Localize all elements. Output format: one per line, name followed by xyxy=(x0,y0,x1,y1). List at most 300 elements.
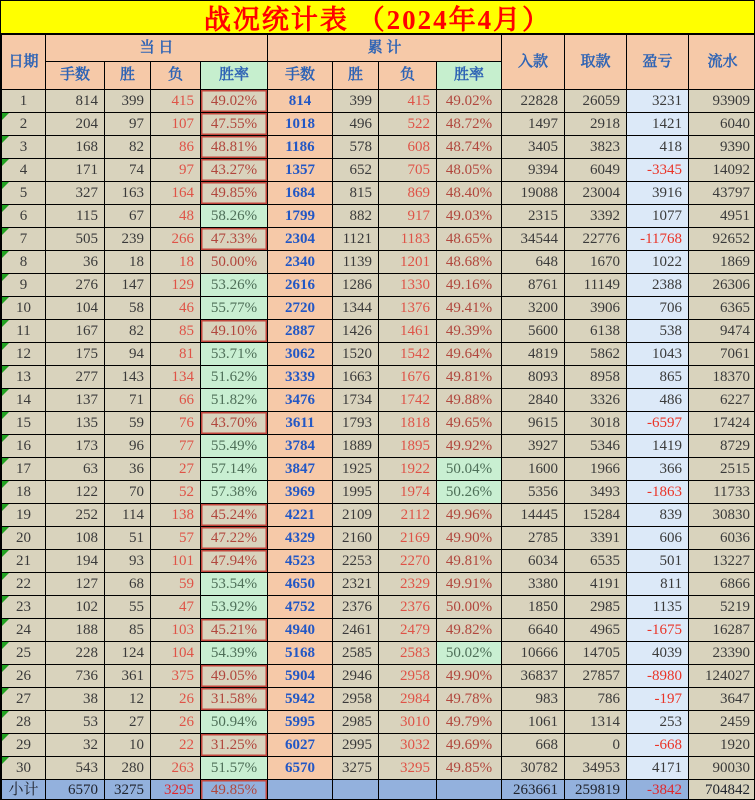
daily-losses-cell[interactable]: 375 xyxy=(151,665,201,688)
deposit-cell[interactable]: 34544 xyxy=(502,228,565,251)
cum-wins-cell[interactable]: 399 xyxy=(333,90,379,113)
cum-wins-cell[interactable]: 2376 xyxy=(333,596,379,619)
daily-wins-cell[interactable]: 94 xyxy=(105,343,151,366)
cum-wins-cell[interactable]: 2585 xyxy=(333,642,379,665)
cum-losses-cell[interactable]: 2958 xyxy=(379,665,437,688)
cum-hands-cell[interactable]: 3969 xyxy=(268,481,333,504)
cum-hands-cell[interactable]: 3611 xyxy=(268,412,333,435)
daily-hands-cell[interactable]: 252 xyxy=(46,504,105,527)
daily-hands-cell[interactable]: 736 xyxy=(46,665,105,688)
cum-hands-cell[interactable]: 5168 xyxy=(268,642,333,665)
daily-hands-cell[interactable]: 38 xyxy=(46,688,105,711)
cum-hands-cell[interactable]: 4523 xyxy=(268,550,333,573)
cum-losses-cell[interactable]: 2270 xyxy=(379,550,437,573)
cum-losses-cell[interactable]: 1330 xyxy=(379,274,437,297)
cum-hands-cell[interactable]: 1357 xyxy=(268,159,333,182)
profit-cell[interactable]: 4171 xyxy=(627,757,689,780)
header-withdraw[interactable]: 取款 xyxy=(565,35,627,90)
daily-hands-cell[interactable]: 167 xyxy=(46,320,105,343)
cum-hands-cell[interactable]: 3476 xyxy=(268,389,333,412)
cum-winrate-cell[interactable]: 49.90% xyxy=(437,527,502,550)
daily-wins-cell[interactable]: 82 xyxy=(105,320,151,343)
daily-hands-cell[interactable]: 127 xyxy=(46,573,105,596)
date-cell[interactable]: 10 xyxy=(2,297,46,320)
deposit-cell[interactable]: 2315 xyxy=(502,205,565,228)
withdraw-cell[interactable]: 259819 xyxy=(565,780,627,800)
daily-wins-cell[interactable]: 96 xyxy=(105,435,151,458)
deposit-cell[interactable]: 9615 xyxy=(502,412,565,435)
deposit-cell[interactable]: 2840 xyxy=(502,389,565,412)
cum-wins-cell[interactable]: 1734 xyxy=(333,389,379,412)
date-cell[interactable]: 25 xyxy=(2,642,46,665)
deposit-cell[interactable]: 1497 xyxy=(502,113,565,136)
daily-losses-cell[interactable]: 164 xyxy=(151,182,201,205)
daily-winrate-cell[interactable]: 49.85% xyxy=(201,780,268,800)
header-profit[interactable]: 盈亏 xyxy=(627,35,689,90)
date-cell[interactable]: 15 xyxy=(2,412,46,435)
withdraw-cell[interactable]: 14705 xyxy=(565,642,627,665)
daily-wins-cell[interactable]: 114 xyxy=(105,504,151,527)
cum-winrate-cell[interactable]: 49.02% xyxy=(437,90,502,113)
cum-hands-cell[interactable]: 2887 xyxy=(268,320,333,343)
cum-hands-cell[interactable]: 3847 xyxy=(268,458,333,481)
date-cell[interactable]: 27 xyxy=(2,688,46,711)
cum-wins-cell[interactable]: 3275 xyxy=(333,757,379,780)
withdraw-cell[interactable]: 3823 xyxy=(565,136,627,159)
daily-losses-cell[interactable]: 47 xyxy=(151,596,201,619)
header-cum-hands[interactable]: 手数 xyxy=(268,62,333,90)
header-turnover[interactable]: 流水 xyxy=(689,35,755,90)
cum-winrate-cell[interactable]: 50.02% xyxy=(437,642,502,665)
cum-winrate-cell[interactable]: 48.65% xyxy=(437,228,502,251)
cum-hands-cell[interactable]: 5904 xyxy=(268,665,333,688)
deposit-cell[interactable]: 36837 xyxy=(502,665,565,688)
daily-wins-cell[interactable]: 82 xyxy=(105,136,151,159)
daily-losses-cell[interactable]: 266 xyxy=(151,228,201,251)
cum-winrate-cell[interactable]: 49.64% xyxy=(437,343,502,366)
daily-losses-cell[interactable]: 66 xyxy=(151,389,201,412)
cum-wins-cell[interactable]: 2321 xyxy=(333,573,379,596)
daily-wins-cell[interactable]: 147 xyxy=(105,274,151,297)
turnover-cell[interactable]: 6227 xyxy=(689,389,755,412)
date-cell[interactable]: 5 xyxy=(2,182,46,205)
withdraw-cell[interactable]: 3391 xyxy=(565,527,627,550)
daily-wins-cell[interactable]: 280 xyxy=(105,757,151,780)
profit-cell[interactable]: 1077 xyxy=(627,205,689,228)
date-cell[interactable]: 6 xyxy=(2,205,46,228)
daily-losses-cell[interactable]: 77 xyxy=(151,435,201,458)
daily-winrate-cell[interactable]: 51.62% xyxy=(201,366,268,389)
daily-hands-cell[interactable]: 108 xyxy=(46,527,105,550)
cum-hands-cell[interactable]: 4650 xyxy=(268,573,333,596)
profit-cell[interactable]: -8980 xyxy=(627,665,689,688)
cum-wins-cell[interactable]: 882 xyxy=(333,205,379,228)
deposit-cell[interactable]: 1850 xyxy=(502,596,565,619)
deposit-cell[interactable]: 5356 xyxy=(502,481,565,504)
cum-losses-cell[interactable]: 705 xyxy=(379,159,437,182)
daily-wins-cell[interactable]: 51 xyxy=(105,527,151,550)
turnover-cell[interactable]: 9390 xyxy=(689,136,755,159)
withdraw-cell[interactable]: 6049 xyxy=(565,159,627,182)
daily-hands-cell[interactable]: 543 xyxy=(46,757,105,780)
daily-wins-cell[interactable]: 124 xyxy=(105,642,151,665)
turnover-cell[interactable]: 11733 xyxy=(689,481,755,504)
cum-hands-cell[interactable]: 3339 xyxy=(268,366,333,389)
withdraw-cell[interactable]: 4191 xyxy=(565,573,627,596)
daily-hands-cell[interactable]: 188 xyxy=(46,619,105,642)
cum-losses-cell[interactable]: 3032 xyxy=(379,734,437,757)
daily-hands-cell[interactable]: 53 xyxy=(46,711,105,734)
turnover-cell[interactable]: 26306 xyxy=(689,274,755,297)
profit-cell[interactable]: 486 xyxy=(627,389,689,412)
profit-cell[interactable]: 1135 xyxy=(627,596,689,619)
cum-winrate-cell[interactable]: 49.03% xyxy=(437,205,502,228)
withdraw-cell[interactable]: 4965 xyxy=(565,619,627,642)
profit-cell[interactable]: 839 xyxy=(627,504,689,527)
deposit-cell[interactable]: 14445 xyxy=(502,504,565,527)
deposit-cell[interactable]: 6640 xyxy=(502,619,565,642)
daily-wins-cell[interactable]: 12 xyxy=(105,688,151,711)
daily-hands-cell[interactable]: 115 xyxy=(46,205,105,228)
cum-hands-cell[interactable]: 2304 xyxy=(268,228,333,251)
turnover-cell[interactable]: 7061 xyxy=(689,343,755,366)
profit-cell[interactable]: 1421 xyxy=(627,113,689,136)
withdraw-cell[interactable]: 3906 xyxy=(565,297,627,320)
turnover-cell[interactable]: 93909 xyxy=(689,90,755,113)
profit-cell[interactable]: -3842 xyxy=(627,780,689,800)
cum-winrate-cell[interactable]: 49.39% xyxy=(437,320,502,343)
cum-losses-cell[interactable]: 1742 xyxy=(379,389,437,412)
daily-winrate-cell[interactable]: 47.94% xyxy=(201,550,268,573)
daily-wins-cell[interactable]: 3275 xyxy=(105,780,151,800)
daily-losses-cell[interactable]: 138 xyxy=(151,504,201,527)
cum-winrate-cell[interactable]: 50.00% xyxy=(437,596,502,619)
daily-hands-cell[interactable]: 6570 xyxy=(46,780,105,800)
turnover-cell[interactable]: 43797 xyxy=(689,182,755,205)
profit-cell[interactable]: -668 xyxy=(627,734,689,757)
daily-wins-cell[interactable]: 55 xyxy=(105,596,151,619)
cum-losses-cell[interactable]: 1201 xyxy=(379,251,437,274)
daily-losses-cell[interactable]: 57 xyxy=(151,527,201,550)
cum-losses-cell[interactable]: 3010 xyxy=(379,711,437,734)
profit-cell[interactable]: -11768 xyxy=(627,228,689,251)
cum-losses-cell[interactable]: 1676 xyxy=(379,366,437,389)
turnover-cell[interactable]: 18370 xyxy=(689,366,755,389)
daily-hands-cell[interactable]: 104 xyxy=(46,297,105,320)
deposit-cell[interactable]: 6034 xyxy=(502,550,565,573)
turnover-cell[interactable]: 124027 xyxy=(689,665,755,688)
deposit-cell[interactable]: 10666 xyxy=(502,642,565,665)
daily-hands-cell[interactable]: 173 xyxy=(46,435,105,458)
cum-hands-cell[interactable]: 3062 xyxy=(268,343,333,366)
withdraw-cell[interactable]: 27857 xyxy=(565,665,627,688)
cum-losses-cell[interactable]: 2169 xyxy=(379,527,437,550)
cum-wins-cell[interactable]: 1520 xyxy=(333,343,379,366)
daily-hands-cell[interactable]: 36 xyxy=(46,251,105,274)
daily-winrate-cell[interactable]: 57.38% xyxy=(201,481,268,504)
cum-hands-cell[interactable] xyxy=(268,780,333,800)
cum-hands-cell[interactable]: 5995 xyxy=(268,711,333,734)
profit-cell[interactable]: 3231 xyxy=(627,90,689,113)
profit-cell[interactable]: -1863 xyxy=(627,481,689,504)
date-cell[interactable]: 29 xyxy=(2,734,46,757)
profit-cell[interactable]: 538 xyxy=(627,320,689,343)
withdraw-cell[interactable]: 22776 xyxy=(565,228,627,251)
daily-hands-cell[interactable]: 276 xyxy=(46,274,105,297)
date-cell[interactable]: 16 xyxy=(2,435,46,458)
daily-winrate-cell[interactable]: 43.27% xyxy=(201,159,268,182)
cum-winrate-cell[interactable]: 49.91% xyxy=(437,573,502,596)
deposit-cell[interactable]: 983 xyxy=(502,688,565,711)
cum-wins-cell[interactable]: 1344 xyxy=(333,297,379,320)
cum-hands-cell[interactable]: 1186 xyxy=(268,136,333,159)
turnover-cell[interactable]: 6365 xyxy=(689,297,755,320)
daily-wins-cell[interactable]: 18 xyxy=(105,251,151,274)
cum-losses-cell[interactable]: 1376 xyxy=(379,297,437,320)
cum-hands-cell[interactable]: 5942 xyxy=(268,688,333,711)
withdraw-cell[interactable]: 34953 xyxy=(565,757,627,780)
cum-wins-cell[interactable]: 1889 xyxy=(333,435,379,458)
cum-hands-cell[interactable]: 3784 xyxy=(268,435,333,458)
daily-hands-cell[interactable]: 175 xyxy=(46,343,105,366)
profit-cell[interactable]: 2388 xyxy=(627,274,689,297)
daily-winrate-cell[interactable]: 50.00% xyxy=(201,251,268,274)
turnover-cell[interactable]: 5219 xyxy=(689,596,755,619)
daily-hands-cell[interactable]: 277 xyxy=(46,366,105,389)
cum-winrate-cell[interactable]: 49.85% xyxy=(437,757,502,780)
profit-cell[interactable]: 811 xyxy=(627,573,689,596)
turnover-cell[interactable]: 17424 xyxy=(689,412,755,435)
turnover-cell[interactable]: 704842 xyxy=(689,780,755,800)
cum-hands-cell[interactable]: 1684 xyxy=(268,182,333,205)
cum-winrate-cell[interactable]: 50.26% xyxy=(437,481,502,504)
date-cell[interactable]: 22 xyxy=(2,573,46,596)
header-cum-losses[interactable]: 负 xyxy=(379,62,437,90)
deposit-cell[interactable]: 3200 xyxy=(502,297,565,320)
cum-hands-cell[interactable]: 4940 xyxy=(268,619,333,642)
daily-winrate-cell[interactable]: 48.81% xyxy=(201,136,268,159)
profit-cell[interactable]: 418 xyxy=(627,136,689,159)
turnover-cell[interactable]: 9474 xyxy=(689,320,755,343)
cum-winrate-cell[interactable]: 48.68% xyxy=(437,251,502,274)
cum-hands-cell[interactable]: 1799 xyxy=(268,205,333,228)
daily-wins-cell[interactable]: 71 xyxy=(105,389,151,412)
header-deposit[interactable]: 入款 xyxy=(502,35,565,90)
cum-losses-cell[interactable]: 1974 xyxy=(379,481,437,504)
daily-winrate-cell[interactable]: 58.26% xyxy=(201,205,268,228)
daily-winrate-cell[interactable]: 53.54% xyxy=(201,573,268,596)
daily-losses-cell[interactable]: 81 xyxy=(151,343,201,366)
daily-wins-cell[interactable]: 399 xyxy=(105,90,151,113)
daily-hands-cell[interactable]: 122 xyxy=(46,481,105,504)
daily-losses-cell[interactable]: 22 xyxy=(151,734,201,757)
page-title[interactable]: 战况统计表 （2024年4月） xyxy=(1,1,754,34)
withdraw-cell[interactable]: 23004 xyxy=(565,182,627,205)
header-daily-winrate[interactable]: 胜率 xyxy=(201,62,268,90)
daily-winrate-cell[interactable]: 53.71% xyxy=(201,343,268,366)
daily-losses-cell[interactable]: 26 xyxy=(151,688,201,711)
profit-cell[interactable]: -1675 xyxy=(627,619,689,642)
daily-winrate-cell[interactable]: 57.14% xyxy=(201,458,268,481)
cum-winrate-cell[interactable]: 48.72% xyxy=(437,113,502,136)
cum-losses-cell[interactable]: 917 xyxy=(379,205,437,228)
cum-hands-cell[interactable]: 4752 xyxy=(268,596,333,619)
turnover-cell[interactable]: 4951 xyxy=(689,205,755,228)
deposit-cell[interactable]: 4819 xyxy=(502,343,565,366)
turnover-cell[interactable]: 6866 xyxy=(689,573,755,596)
cum-winrate-cell[interactable]: 49.16% xyxy=(437,274,502,297)
turnover-cell[interactable]: 1920 xyxy=(689,734,755,757)
daily-winrate-cell[interactable]: 47.55% xyxy=(201,113,268,136)
cum-wins-cell[interactable]: 2995 xyxy=(333,734,379,757)
date-cell[interactable]: 9 xyxy=(2,274,46,297)
cum-winrate-cell[interactable]: 48.05% xyxy=(437,159,502,182)
cum-wins-cell[interactable]: 2946 xyxy=(333,665,379,688)
date-cell[interactable]: 26 xyxy=(2,665,46,688)
date-cell[interactable]: 7 xyxy=(2,228,46,251)
cum-wins-cell[interactable]: 815 xyxy=(333,182,379,205)
cum-losses-cell[interactable] xyxy=(379,780,437,800)
daily-losses-cell[interactable]: 3295 xyxy=(151,780,201,800)
cum-hands-cell[interactable]: 4329 xyxy=(268,527,333,550)
daily-hands-cell[interactable]: 135 xyxy=(46,412,105,435)
daily-winrate-cell[interactable]: 54.39% xyxy=(201,642,268,665)
cum-hands-cell[interactable]: 814 xyxy=(268,90,333,113)
daily-hands-cell[interactable]: 32 xyxy=(46,734,105,757)
cum-losses-cell[interactable]: 1183 xyxy=(379,228,437,251)
daily-winrate-cell[interactable]: 43.70% xyxy=(201,412,268,435)
header-daily-wins[interactable]: 胜 xyxy=(105,62,151,90)
turnover-cell[interactable]: 90030 xyxy=(689,757,755,780)
deposit-cell[interactable]: 3380 xyxy=(502,573,565,596)
daily-losses-cell[interactable]: 104 xyxy=(151,642,201,665)
daily-wins-cell[interactable]: 10 xyxy=(105,734,151,757)
daily-hands-cell[interactable]: 228 xyxy=(46,642,105,665)
cum-wins-cell[interactable] xyxy=(333,780,379,800)
date-cell[interactable]: 11 xyxy=(2,320,46,343)
withdraw-cell[interactable]: 786 xyxy=(565,688,627,711)
daily-losses-cell[interactable]: 26 xyxy=(151,711,201,734)
withdraw-cell[interactable]: 3018 xyxy=(565,412,627,435)
cum-winrate-cell[interactable]: 49.92% xyxy=(437,435,502,458)
profit-cell[interactable]: 606 xyxy=(627,527,689,550)
date-cell[interactable]: 2 xyxy=(2,113,46,136)
cum-losses-cell[interactable]: 869 xyxy=(379,182,437,205)
turnover-cell[interactable]: 23390 xyxy=(689,642,755,665)
withdraw-cell[interactable]: 0 xyxy=(565,734,627,757)
daily-losses-cell[interactable]: 85 xyxy=(151,320,201,343)
daily-wins-cell[interactable]: 70 xyxy=(105,481,151,504)
cum-winrate-cell[interactable]: 49.81% xyxy=(437,550,502,573)
daily-wins-cell[interactable]: 67 xyxy=(105,205,151,228)
cum-wins-cell[interactable]: 1121 xyxy=(333,228,379,251)
withdraw-cell[interactable]: 26059 xyxy=(565,90,627,113)
daily-losses-cell[interactable]: 134 xyxy=(151,366,201,389)
cum-winrate-cell[interactable]: 48.74% xyxy=(437,136,502,159)
deposit-cell[interactable]: 8093 xyxy=(502,366,565,389)
daily-winrate-cell[interactable]: 53.92% xyxy=(201,596,268,619)
withdraw-cell[interactable]: 2985 xyxy=(565,596,627,619)
date-cell[interactable]: 21 xyxy=(2,550,46,573)
cum-hands-cell[interactable]: 2340 xyxy=(268,251,333,274)
turnover-cell[interactable]: 2515 xyxy=(689,458,755,481)
withdraw-cell[interactable]: 5346 xyxy=(565,435,627,458)
profit-cell[interactable]: 4039 xyxy=(627,642,689,665)
daily-winrate-cell[interactable]: 47.33% xyxy=(201,228,268,251)
withdraw-cell[interactable]: 1966 xyxy=(565,458,627,481)
daily-wins-cell[interactable]: 85 xyxy=(105,619,151,642)
daily-winrate-cell[interactable]: 47.22% xyxy=(201,527,268,550)
withdraw-cell[interactable]: 11149 xyxy=(565,274,627,297)
header-cum-wins[interactable]: 胜 xyxy=(333,62,379,90)
header-cum-winrate[interactable]: 胜率 xyxy=(437,62,502,90)
cum-losses-cell[interactable]: 608 xyxy=(379,136,437,159)
cum-winrate-cell[interactable]: 49.69% xyxy=(437,734,502,757)
deposit-cell[interactable]: 648 xyxy=(502,251,565,274)
daily-losses-cell[interactable]: 76 xyxy=(151,412,201,435)
cum-wins-cell[interactable]: 1286 xyxy=(333,274,379,297)
deposit-cell[interactable]: 1600 xyxy=(502,458,565,481)
daily-hands-cell[interactable]: 194 xyxy=(46,550,105,573)
deposit-cell[interactable]: 668 xyxy=(502,734,565,757)
daily-hands-cell[interactable]: 171 xyxy=(46,159,105,182)
cum-losses-cell[interactable]: 1895 xyxy=(379,435,437,458)
daily-losses-cell[interactable]: 27 xyxy=(151,458,201,481)
profit-cell[interactable]: -197 xyxy=(627,688,689,711)
daily-hands-cell[interactable]: 168 xyxy=(46,136,105,159)
cum-wins-cell[interactable]: 1793 xyxy=(333,412,379,435)
deposit-cell[interactable]: 30782 xyxy=(502,757,565,780)
withdraw-cell[interactable]: 3392 xyxy=(565,205,627,228)
date-cell[interactable]: 17 xyxy=(2,458,46,481)
withdraw-cell[interactable]: 8958 xyxy=(565,366,627,389)
profit-cell[interactable]: 706 xyxy=(627,297,689,320)
turnover-cell[interactable]: 13227 xyxy=(689,550,755,573)
date-cell[interactable]: 24 xyxy=(2,619,46,642)
deposit-cell[interactable]: 22828 xyxy=(502,90,565,113)
cum-wins-cell[interactable]: 496 xyxy=(333,113,379,136)
daily-wins-cell[interactable]: 239 xyxy=(105,228,151,251)
date-cell[interactable]: 19 xyxy=(2,504,46,527)
cum-hands-cell[interactable]: 2720 xyxy=(268,297,333,320)
daily-winrate-cell[interactable]: 51.57% xyxy=(201,757,268,780)
cum-winrate-cell[interactable]: 49.79% xyxy=(437,711,502,734)
daily-winrate-cell[interactable]: 53.26% xyxy=(201,274,268,297)
header-daily-hands[interactable]: 手数 xyxy=(46,62,105,90)
cum-winrate-cell[interactable]: 49.81% xyxy=(437,366,502,389)
cum-losses-cell[interactable]: 2479 xyxy=(379,619,437,642)
cum-wins-cell[interactable]: 1925 xyxy=(333,458,379,481)
daily-hands-cell[interactable]: 814 xyxy=(46,90,105,113)
daily-hands-cell[interactable]: 327 xyxy=(46,182,105,205)
deposit-cell[interactable]: 19088 xyxy=(502,182,565,205)
daily-losses-cell[interactable]: 101 xyxy=(151,550,201,573)
daily-hands-cell[interactable]: 137 xyxy=(46,389,105,412)
daily-wins-cell[interactable]: 58 xyxy=(105,297,151,320)
withdraw-cell[interactable]: 3326 xyxy=(565,389,627,412)
cum-hands-cell[interactable]: 2616 xyxy=(268,274,333,297)
cum-wins-cell[interactable]: 2985 xyxy=(333,711,379,734)
daily-winrate-cell[interactable]: 49.85% xyxy=(201,182,268,205)
daily-losses-cell[interactable]: 59 xyxy=(151,573,201,596)
cum-losses-cell[interactable]: 1818 xyxy=(379,412,437,435)
cum-winrate-cell[interactable]: 49.65% xyxy=(437,412,502,435)
date-cell[interactable]: 14 xyxy=(2,389,46,412)
profit-cell[interactable]: 1022 xyxy=(627,251,689,274)
withdraw-cell[interactable]: 5862 xyxy=(565,343,627,366)
cum-wins-cell[interactable]: 1426 xyxy=(333,320,379,343)
date-cell[interactable]: 12 xyxy=(2,343,46,366)
